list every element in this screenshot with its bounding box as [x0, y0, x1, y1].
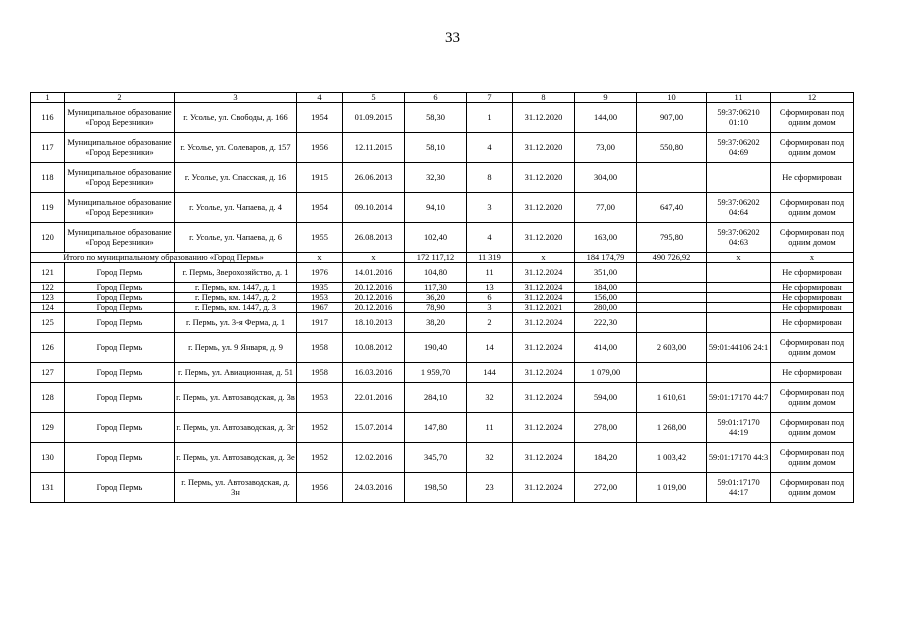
row-number-cell: 127	[31, 363, 65, 383]
recognition-date-cell: 20.12.2016	[343, 283, 405, 293]
address-cell: г. Пермь, ул. Автозаводская, д. 3в	[175, 383, 297, 413]
land-status-cell: Не сформирован	[771, 303, 854, 313]
table-row	[31, 283, 854, 293]
area-cell: 78,90	[405, 303, 467, 313]
land-status-cell: Сформирован под одним домом	[771, 103, 854, 133]
recognition-date-cell: 10.08.2012	[343, 333, 405, 363]
relocation-deadline-cell: 31.12.2024	[513, 263, 575, 283]
row-number-cell: 117	[31, 133, 65, 163]
year-built-cell: 1917	[297, 313, 343, 333]
land-area-cell: 184,00	[575, 283, 637, 293]
residents-cell: 6	[467, 293, 513, 303]
row-number-cell: 121	[31, 263, 65, 283]
column-number-header: 12	[771, 93, 854, 103]
address-cell: г. Усолье, ул. Свободы, д. 166	[175, 103, 297, 133]
area-cell: 58,30	[405, 103, 467, 133]
land-area-cell: 594,00	[575, 383, 637, 413]
residents-cell: 4	[467, 223, 513, 253]
year-built-cell: 1954	[297, 193, 343, 223]
land-area-cell: 73,00	[575, 133, 637, 163]
land-status-cell: Сформирован под одним домом	[771, 193, 854, 223]
residents-cell: 11	[467, 263, 513, 283]
area-cell: 32,30	[405, 163, 467, 193]
relocation-deadline-cell: 31.12.2020	[513, 133, 575, 163]
address-cell: г. Пермь, км. 1447, д. 3	[175, 303, 297, 313]
cost-cell	[637, 283, 707, 293]
cadastral-number-cell	[707, 303, 771, 313]
area-cell: 1 959,70	[405, 363, 467, 383]
column-number-header: 10	[637, 93, 707, 103]
area-total-cell: 172 117,12	[405, 253, 467, 263]
cadastral-number-cell	[707, 293, 771, 303]
land-area-cell: 1 079,00	[575, 363, 637, 383]
municipality-cell: Муниципальное образование «Город Березники»	[65, 223, 175, 253]
row-number-cell: 122	[31, 283, 65, 293]
area-cell: 102,40	[405, 223, 467, 253]
land-status-cell: Не сформирован	[771, 363, 854, 383]
address-cell: г. Пермь, ул. 3-я Ферма, д. 1	[175, 313, 297, 333]
area-cell: 198,50	[405, 473, 467, 503]
land-status-cell: Сформирован под одним домом	[771, 443, 854, 473]
cadastral-number-cell: 59:37:06202 04:64	[707, 193, 771, 223]
recognition-date-cell: 24.03.2016	[343, 473, 405, 503]
cadastral-number-cell: 59:37:06202 04:69	[707, 133, 771, 163]
relocation-deadline-cell: 31.12.2024	[513, 473, 575, 503]
address-cell: г. Пермь, ул. Автозаводская, д. 3г	[175, 413, 297, 443]
area-cell: 36,20	[405, 293, 467, 303]
land-area-cell: 414,00	[575, 333, 637, 363]
relocation-deadline-cell: 31.12.2020	[513, 223, 575, 253]
table-row	[31, 103, 854, 133]
row-number-cell: 125	[31, 313, 65, 333]
relocation-deadline-total-cell: x	[513, 253, 575, 263]
land-area-cell: 272,00	[575, 473, 637, 503]
year-built-cell: 1955	[297, 223, 343, 253]
area-cell: 58,10	[405, 133, 467, 163]
cadastral-number-cell	[707, 283, 771, 293]
area-cell: 104,80	[405, 263, 467, 283]
address-cell: г. Усолье, ул. Спасская, д. 16	[175, 163, 297, 193]
cadastral-number-cell	[707, 313, 771, 333]
year-built-cell: 1953	[297, 383, 343, 413]
row-number-cell: 116	[31, 103, 65, 133]
area-cell: 38,20	[405, 313, 467, 333]
table-row	[31, 363, 854, 383]
table-row	[31, 303, 854, 313]
residents-cell: 13	[467, 283, 513, 293]
row-number-cell: 123	[31, 293, 65, 303]
year-built-total-cell: x	[297, 253, 343, 263]
cost-cell	[637, 263, 707, 283]
land-status-cell: Не сформирован	[771, 313, 854, 333]
relocation-deadline-cell: 31.12.2024	[513, 443, 575, 473]
cost-cell	[637, 163, 707, 193]
cadastral-number-cell	[707, 263, 771, 283]
row-number-cell: 118	[31, 163, 65, 193]
table-row	[31, 333, 854, 363]
land-status-cell: Сформирован под одним домом	[771, 223, 854, 253]
recognition-date-cell: 26.08.2013	[343, 223, 405, 253]
column-number-header: 3	[175, 93, 297, 103]
municipality-cell: Город Пермь	[65, 473, 175, 503]
housing-register-table	[30, 92, 854, 503]
address-cell: г. Пермь, ул. Автозаводская, д. 3е	[175, 443, 297, 473]
year-built-cell: 1953	[297, 293, 343, 303]
recognition-date-cell: 20.12.2016	[343, 303, 405, 313]
municipality-cell: Город Пермь	[65, 363, 175, 383]
relocation-deadline-cell: 31.12.2024	[513, 383, 575, 413]
cost-cell: 647,40	[637, 193, 707, 223]
residents-cell: 14	[467, 333, 513, 363]
land-status-cell: Сформирован под одним домом	[771, 133, 854, 163]
table-row	[31, 313, 854, 333]
year-built-cell: 1952	[297, 413, 343, 443]
land-status-cell: Не сформирован	[771, 263, 854, 283]
municipality-cell: Город Пермь	[65, 333, 175, 363]
recognition-date-cell: 12.02.2016	[343, 443, 405, 473]
table-row	[31, 383, 854, 413]
row-number-cell: 128	[31, 383, 65, 413]
residents-cell: 32	[467, 383, 513, 413]
residents-cell: 11	[467, 413, 513, 443]
address-cell: г. Усолье, ул. Чапаева, д. 4	[175, 193, 297, 223]
column-numbers-row	[31, 93, 854, 103]
total-label: Итого по муниципальному образованию «Город Пермь»	[31, 253, 297, 263]
area-cell: 190,40	[405, 333, 467, 363]
area-cell: 284,10	[405, 383, 467, 413]
column-number-header: 6	[405, 93, 467, 103]
recognition-date-cell: 14.01.2016	[343, 263, 405, 283]
row-number-cell: 129	[31, 413, 65, 443]
relocation-deadline-cell: 31.12.2020	[513, 193, 575, 223]
year-built-cell: 1952	[297, 443, 343, 473]
row-number-cell: 120	[31, 223, 65, 253]
address-cell: г. Усолье, ул. Чапаева, д. 6	[175, 223, 297, 253]
residents-cell: 8	[467, 163, 513, 193]
land-area-cell: 278,00	[575, 413, 637, 443]
column-number-header: 2	[65, 93, 175, 103]
recognition-date-cell: 20.12.2016	[343, 293, 405, 303]
residents-cell: 2	[467, 313, 513, 333]
table-row	[31, 133, 854, 163]
cost-cell: 795,80	[637, 223, 707, 253]
land-area-cell: 280,00	[575, 303, 637, 313]
cost-cell: 1 019,00	[637, 473, 707, 503]
cost-cell	[637, 363, 707, 383]
municipality-cell: Город Пермь	[65, 263, 175, 283]
cadastral-number-cell	[707, 163, 771, 193]
cost-cell	[637, 313, 707, 333]
cost-cell: 907,00	[637, 103, 707, 133]
land-area-cell: 163,00	[575, 223, 637, 253]
row-number-cell: 124	[31, 303, 65, 313]
recognition-date-cell: 12.11.2015	[343, 133, 405, 163]
land-status-cell: Не сформирован	[771, 283, 854, 293]
year-built-cell: 1956	[297, 473, 343, 503]
recognition-date-total-cell: x	[343, 253, 405, 263]
cost-cell: 1 610,61	[637, 383, 707, 413]
cost-cell: 1 268,00	[637, 413, 707, 443]
residents-cell: 3	[467, 303, 513, 313]
table-row	[31, 223, 854, 253]
land-status-cell: Не сформирован	[771, 163, 854, 193]
municipality-cell: Город Пермь	[65, 313, 175, 333]
cadastral-number-total-cell: x	[707, 253, 771, 263]
municipality-cell: Муниципальное образование «Город Березники»	[65, 103, 175, 133]
relocation-deadline-cell: 31.12.2024	[513, 283, 575, 293]
address-cell: г. Пермь, ул. Авиационная, д. 51	[175, 363, 297, 383]
land-area-total-cell: 184 174,79	[575, 253, 637, 263]
year-built-cell: 1954	[297, 103, 343, 133]
land-area-cell: 184,20	[575, 443, 637, 473]
year-built-cell: 1958	[297, 333, 343, 363]
residents-cell: 144	[467, 363, 513, 383]
table-row	[31, 163, 854, 193]
address-cell: г. Пермь, Зверохозяйство, д. 1	[175, 263, 297, 283]
address-cell: г. Пермь, км. 1447, д. 1	[175, 283, 297, 293]
land-area-cell: 77,00	[575, 193, 637, 223]
year-built-cell: 1935	[297, 283, 343, 293]
relocation-deadline-cell: 31.12.2020	[513, 163, 575, 193]
table-header	[31, 93, 854, 103]
row-number-cell: 126	[31, 333, 65, 363]
column-number-header: 5	[343, 93, 405, 103]
cadastral-number-cell: 59:01:17170 44:7	[707, 383, 771, 413]
table-row	[31, 473, 854, 503]
residents-total-cell: 11 319	[467, 253, 513, 263]
area-cell: 147,80	[405, 413, 467, 443]
cadastral-number-cell: 59:37:06210 01:10	[707, 103, 771, 133]
column-number-header: 1	[31, 93, 65, 103]
land-status-cell: Не сформирован	[771, 293, 854, 303]
recognition-date-cell: 15.07.2014	[343, 413, 405, 443]
column-number-header: 4	[297, 93, 343, 103]
residents-cell: 3	[467, 193, 513, 223]
relocation-deadline-cell: 31.12.2021	[513, 303, 575, 313]
recognition-date-cell: 26.06.2013	[343, 163, 405, 193]
municipality-cell: Город Пермь	[65, 283, 175, 293]
land-area-cell: 222,30	[575, 313, 637, 333]
row-number-cell: 119	[31, 193, 65, 223]
relocation-deadline-cell: 31.12.2024	[513, 293, 575, 303]
cost-cell	[637, 293, 707, 303]
land-status-cell: Сформирован под одним домом	[771, 413, 854, 443]
land-area-cell: 156,00	[575, 293, 637, 303]
column-number-header: 7	[467, 93, 513, 103]
residents-cell: 23	[467, 473, 513, 503]
cadastral-number-cell: 59:01:44106 24:1	[707, 333, 771, 363]
recognition-date-cell: 16.03.2016	[343, 363, 405, 383]
recognition-date-cell: 01.09.2015	[343, 103, 405, 133]
relocation-deadline-cell: 31.12.2020	[513, 103, 575, 133]
municipality-cell: Город Пермь	[65, 383, 175, 413]
municipality-cell: Муниципальное образование «Город Березники»	[65, 193, 175, 223]
residents-cell: 1	[467, 103, 513, 133]
relocation-deadline-cell: 31.12.2024	[513, 313, 575, 333]
year-built-cell: 1976	[297, 263, 343, 283]
land-area-cell: 144,00	[575, 103, 637, 133]
total-row	[31, 253, 854, 263]
cost-cell	[637, 303, 707, 313]
cadastral-number-cell: 59:01:17170 44:17	[707, 473, 771, 503]
relocation-deadline-cell: 31.12.2024	[513, 333, 575, 363]
row-number-cell: 130	[31, 443, 65, 473]
relocation-deadline-cell: 31.12.2024	[513, 363, 575, 383]
year-built-cell: 1956	[297, 133, 343, 163]
residents-cell: 32	[467, 443, 513, 473]
land-area-cell: 351,00	[575, 263, 637, 283]
area-cell: 345,70	[405, 443, 467, 473]
column-number-header: 9	[575, 93, 637, 103]
address-cell: г. Усолье, ул. Солеваров, д. 157	[175, 133, 297, 163]
residents-cell: 4	[467, 133, 513, 163]
address-cell: г. Пермь, ул. 9 Января, д. 9	[175, 333, 297, 363]
cadastral-number-cell: 59:37:06202 04:63	[707, 223, 771, 253]
year-built-cell: 1967	[297, 303, 343, 313]
cadastral-number-cell: 59:01:17170 44:19	[707, 413, 771, 443]
land-status-cell: Сформирован под одним домом	[771, 383, 854, 413]
municipality-cell: Муниципальное образование «Город Березники»	[65, 133, 175, 163]
recognition-date-cell: 09.10.2014	[343, 193, 405, 223]
municipality-cell: Город Пермь	[65, 413, 175, 443]
recognition-date-cell: 18.10.2013	[343, 313, 405, 333]
relocation-deadline-cell: 31.12.2024	[513, 413, 575, 443]
land-area-cell: 304,00	[575, 163, 637, 193]
land-status-total-cell: x	[771, 253, 854, 263]
table-row	[31, 443, 854, 473]
area-cell: 94,10	[405, 193, 467, 223]
column-number-header: 11	[707, 93, 771, 103]
table-row	[31, 293, 854, 303]
municipality-cell: Город Пермь	[65, 293, 175, 303]
land-status-cell: Сформирован под одним домом	[771, 333, 854, 363]
municipality-cell: Город Пермь	[65, 443, 175, 473]
cadastral-number-cell	[707, 363, 771, 383]
table-row	[31, 263, 854, 283]
municipality-cell: Муниципальное образование «Город Березники»	[65, 163, 175, 193]
table-body	[31, 103, 854, 503]
address-cell: г. Пермь, км. 1447, д. 2	[175, 293, 297, 303]
cost-cell: 550,80	[637, 133, 707, 163]
year-built-cell: 1958	[297, 363, 343, 383]
cost-cell: 1 003,42	[637, 443, 707, 473]
cost-total-cell: 490 726,92	[637, 253, 707, 263]
recognition-date-cell: 22.01.2016	[343, 383, 405, 413]
column-number-header: 8	[513, 93, 575, 103]
cadastral-number-cell: 59:01:17170 44:3	[707, 443, 771, 473]
cost-cell: 2 603,00	[637, 333, 707, 363]
table-row	[31, 413, 854, 443]
address-cell: г. Пермь, ул. Автозаводская, д. 3н	[175, 473, 297, 503]
area-cell: 117,30	[405, 283, 467, 293]
municipality-cell: Город Пермь	[65, 303, 175, 313]
year-built-cell: 1915	[297, 163, 343, 193]
table-row	[31, 193, 854, 223]
page-number: 33	[445, 30, 460, 46]
row-number-cell: 131	[31, 473, 65, 503]
land-status-cell: Сформирован под одним домом	[771, 473, 854, 503]
